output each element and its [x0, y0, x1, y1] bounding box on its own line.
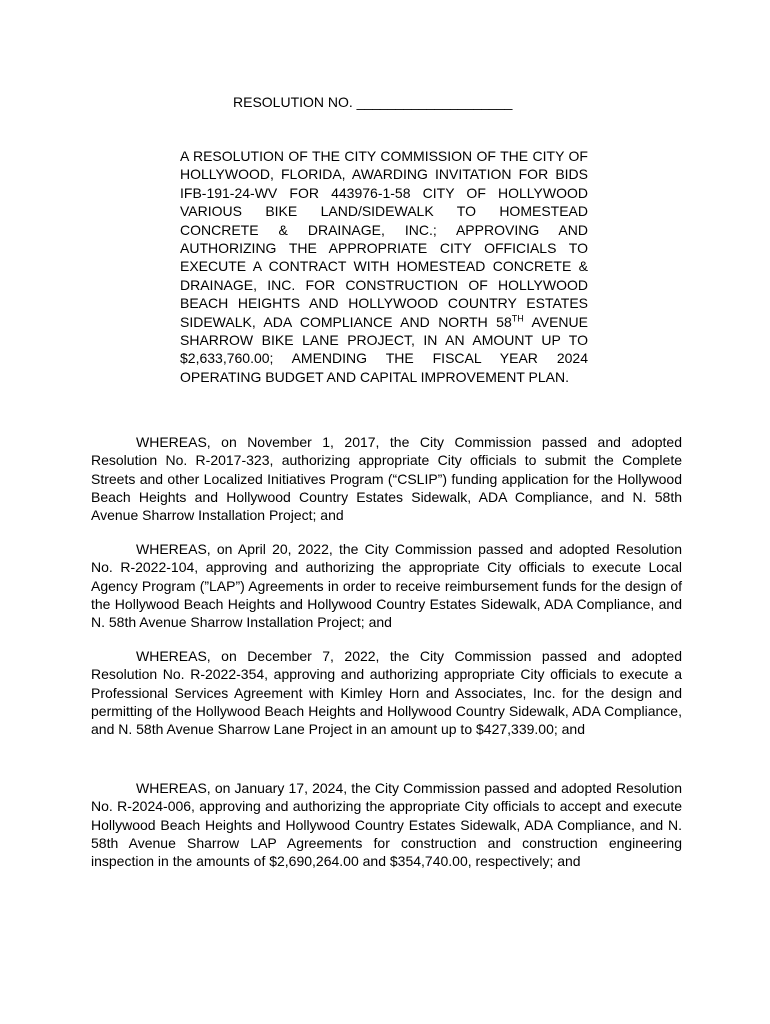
whereas-clause-4 [91, 779, 682, 870]
whereas-clause-1 [91, 433, 682, 524]
resolution-title-superscript: TH [511, 313, 524, 323]
resolution-number-heading: RESOLUTION NO. ____________________ [233, 94, 513, 110]
resolution-title [180, 147, 588, 386]
whereas-clause-text: WHEREAS, on November 1, 2017, the City Commission passed and adopted Resolution No. R-2017-323, authorizing appropriate City officials to submit the Complete Streets and other Localized Initiatives Program (“CSLIP”) funding application for the Hollywood Beach Heights and Hollywood Country Estates Sidewalk, ADA Compliance, and N. 58th Avenue Sharrow Installation Project; and [91, 434, 682, 524]
whereas-clause-text: WHEREAS, on January 17, 2024, the City Commission passed and adopted Resolution No. R-2024-006, approving and authorizing the appropriate City officials to accept and execute Hollywood Beach Heights and Hollywood Country Estates Sidewalk, ADA Compliance, and N. 58th Avenue Sharrow LAP Agreements for construction and construction engineering inspection in the amounts of $2,690,264.00 and $354,740.00, respectively; and [91, 780, 682, 870]
resolution-title-text-a: A RESOLUTION OF THE CITY COMMISSION OF THE CITY OF HOLLYWOOD, FLORIDA, AWARDING INVITATION FOR BIDS IFB-191-24-WV FOR 443976-1-58 CITY OF HOLLYWOOD VARIOUS BIKE LAND/SIDEWALK TO HOMESTEAD CONCRETE & DRAINAGE, INC.; APPROVING AND AUTHORIZING THE APPROPRIATE CITY OFFICIALS TO EXECUTE A CONTRACT WITH HOMESTEAD CONCRETE & DRAINAGE, INC. FOR CONSTRUCTION OF HOLLYWOOD BEACH HEIGHTS AND HOLLYWOOD COUNTRY ESTATES SIDEWALK, ADA COMPLIANCE AND NORTH 58 [180, 148, 588, 330]
whereas-clause-2 [91, 540, 682, 631]
whereas-clause-text: WHEREAS, on December 7, 2022, the City Commission passed and adopted Resolution No. R-2022-354, approving and authorizing appropriate City officials to execute a Professional Services Agreement with Kimley Horn and Associates, Inc. for the design and permitting of the Hollywood Beach Heights and Hollywood Country Sidewalk, ADA Compliance, and N. 58th Avenue Sharrow Lane Project in an amount up to $427,339.00; and [91, 648, 682, 738]
whereas-clause-3 [91, 647, 682, 738]
resolution-title-text-b: AVENUE SHARROW BIKE LANE PROJECT, IN AN AMOUNT UP TO $2,633,760.00; AMENDING THE FISCAL YEAR 2024 OPERATING BUDGET AND CAPITAL IMPROVEMENT PLAN. [180, 313, 588, 385]
whereas-clause-text: WHEREAS, on April 20, 2022, the City Commission passed and adopted Resolution No. R-2022-104, approving and authorizing the appropriate City officials to execute Local Agency Program (”LAP”) Agreements in order to receive reimbursement funds for the design of the Hollywood Beach Heights and Hollywood Country Estates Sidewalk, ADA Compliance, and N. 58th Avenue Sharrow Installation Project; and [91, 541, 682, 631]
